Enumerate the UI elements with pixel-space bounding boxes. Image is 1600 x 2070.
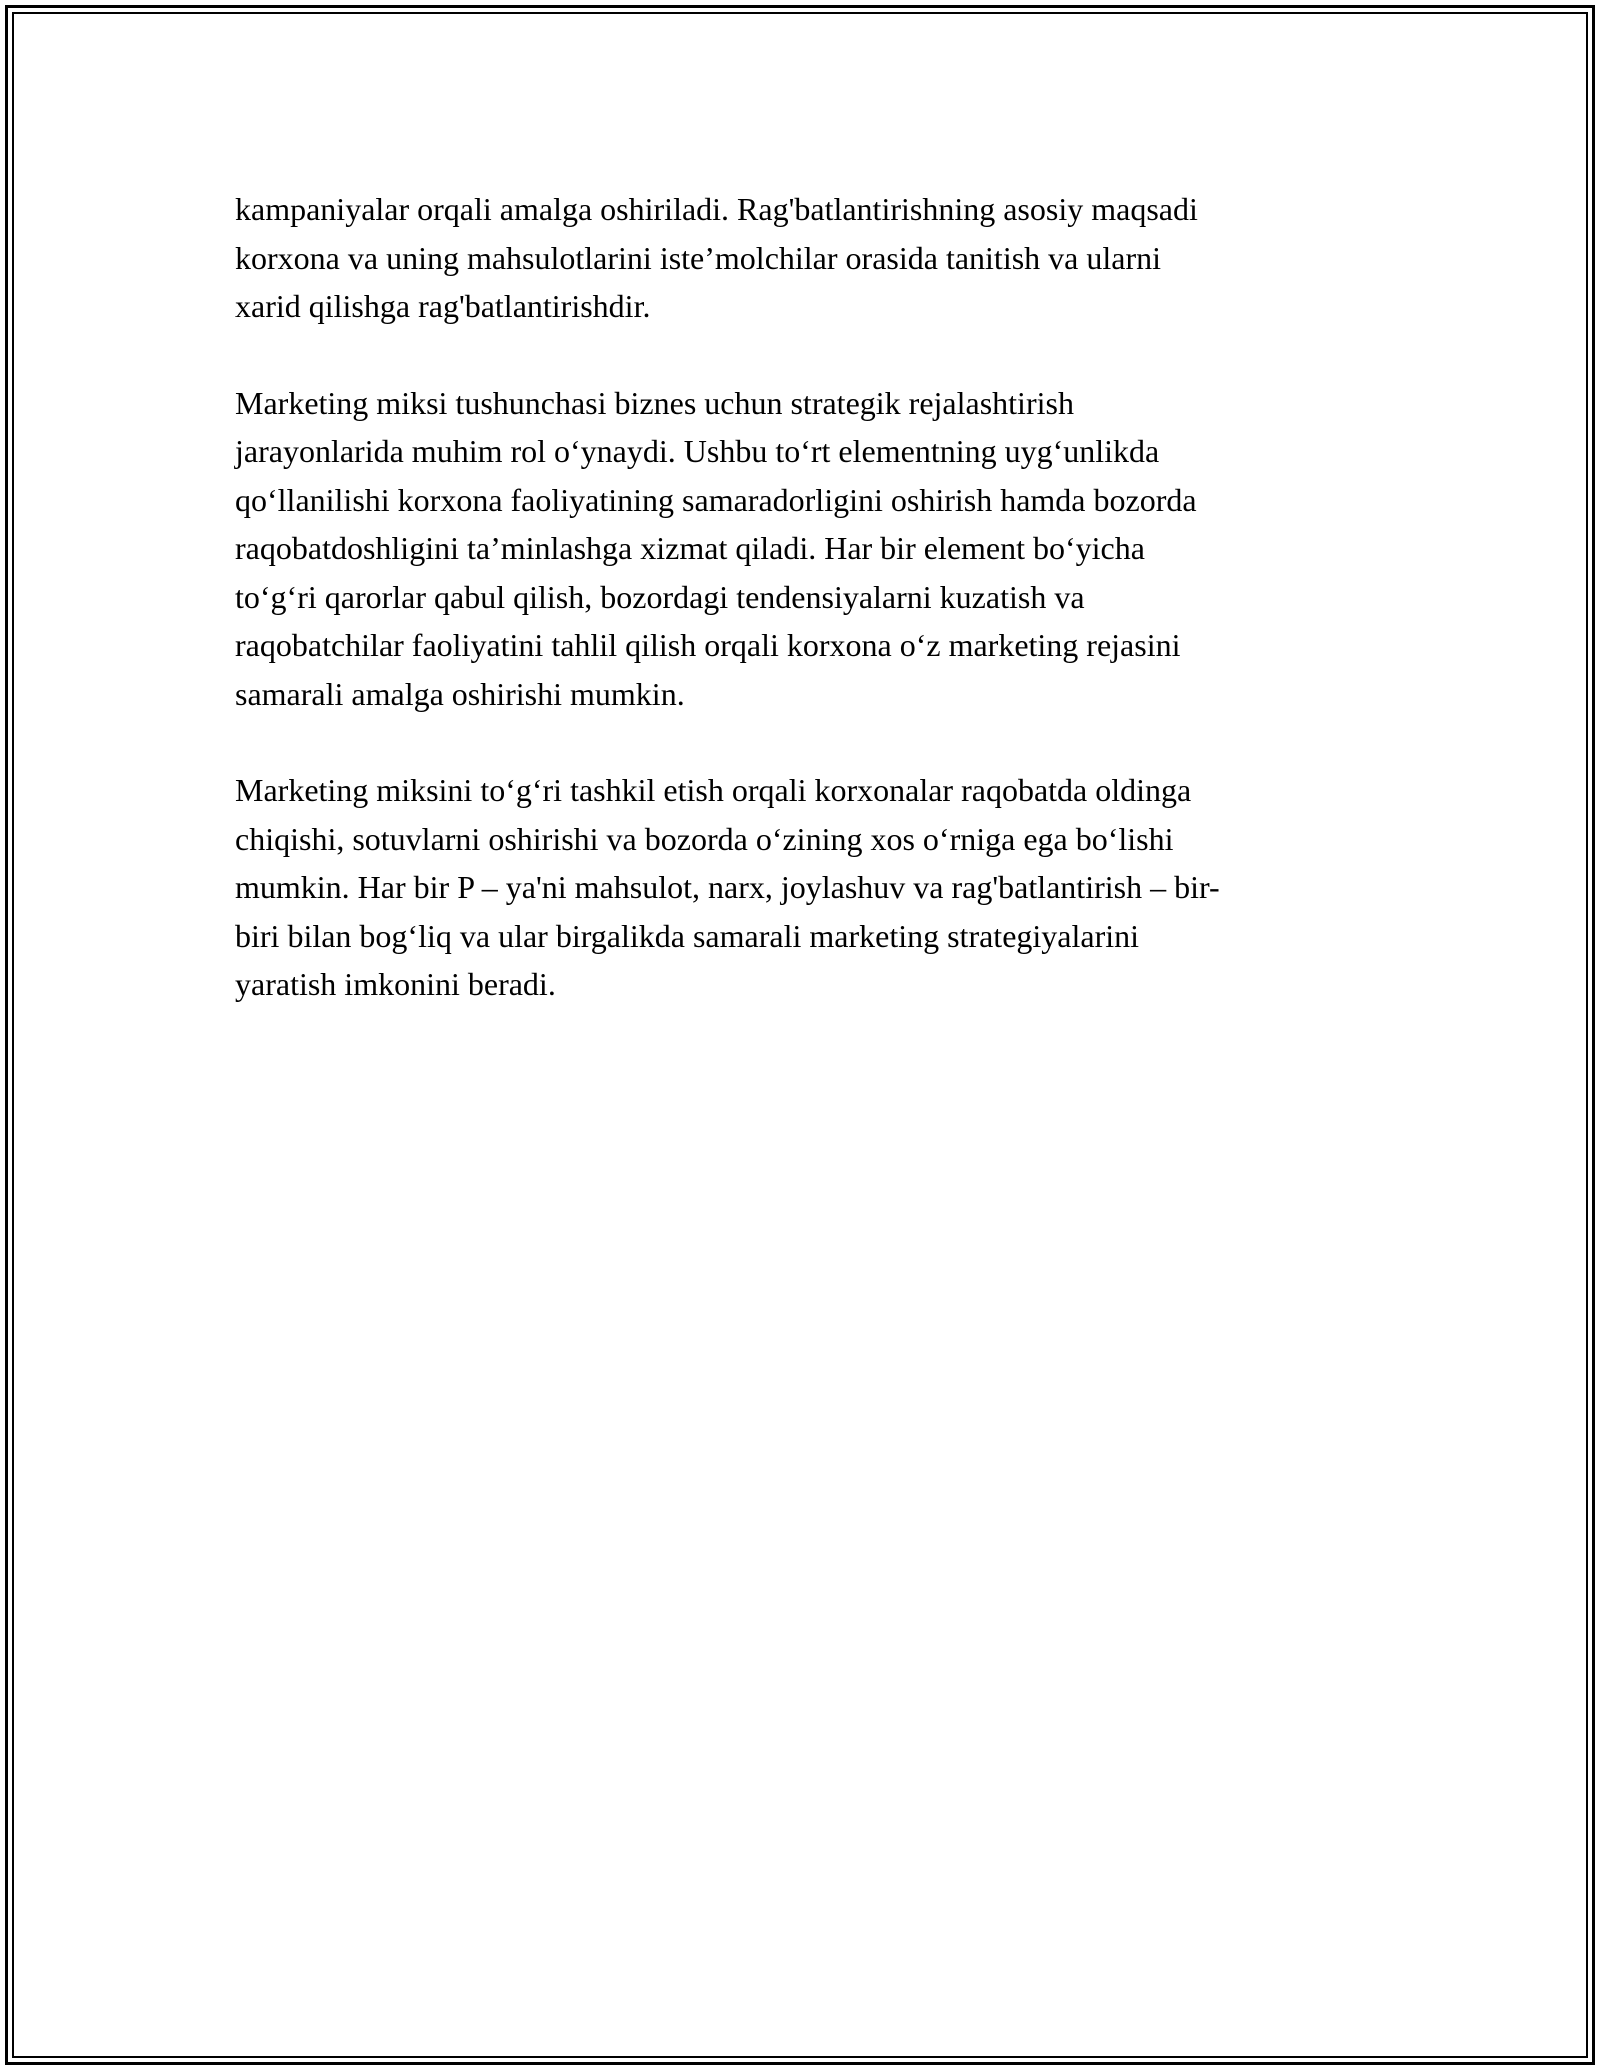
paragraph-promotion-goal: kampaniyalar orqali amalga oshiriladi. Rag'batlantirishning asosiy maqsadi korxona va uning mahsulotlarini iste’molchilar orasida tanitish va ularni xarid qilishga rag'batlantirishdir. xyxy=(235,191,1198,324)
document-body xyxy=(235,185,1375,1057)
paragraph-marketing-mix-role: Marketing miksi tushunchasi biznes uchun strategik rejalashtirish jarayonlarida muhim rol oʻynaydi. Ushbu toʻrt elementning uygʻunlikda qoʻllanilishi korxona faoliyatining samaradorligini oshirish hamda bozorda raqobatdoshligini ta’minlashga xizmat qiladi. Har bir element boʻyicha toʻgʻri qarorlar qabul qilish, bozordagi tendensiyalarni kuzatish va raqobatchilar faoliyatini tahlil qilish orqali korxona oʻz marketing rejasini samarali amalga oshirishi mumkin. xyxy=(235,384,1197,712)
paragraph-marketing-mix-benefits: Marketing miksini toʻgʻri tashkil etish orqali korxonalar raqobatda oldinga chiqishi, sotuvlarni oshirishi va bozorda oʻzining xos oʻrniga ega boʻlishi mumkin. Har bir P – ya'ni mahsulot, narx, joylashuv va rag'batlantirish – bir- biri bilan bogʻliq va ular birgalikda samarali marketing strategiyalarini yaratish imkonini beradi. xyxy=(235,772,1220,1002)
